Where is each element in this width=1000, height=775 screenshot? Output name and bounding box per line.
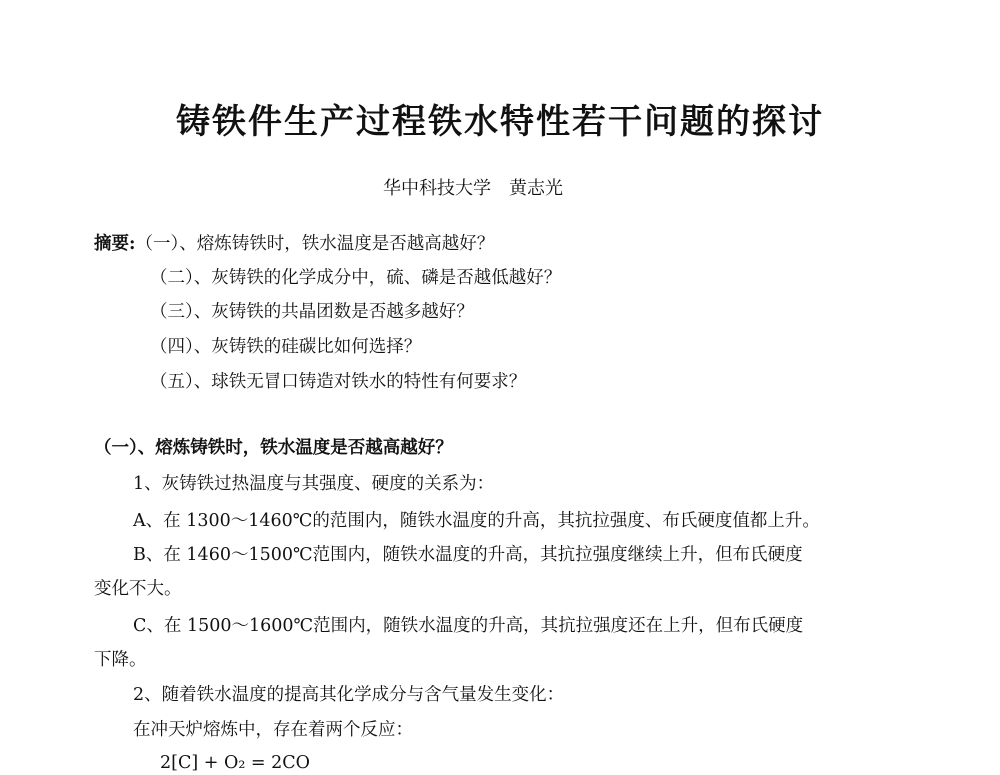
abstract-item: （四）、灰铸铁的硅碳比如何选择？ [150, 337, 422, 357]
abstract-item: （三）、灰铸铁的共晶团数是否越多越好？ [150, 302, 474, 322]
author-affiliation: 华中科技大学 黄志光 [383, 178, 563, 199]
paragraph-line: C、在 1500～1600℃范围内，随铁水温度的升高，其抗拉强度还在上升，但布氏硬度 [133, 616, 804, 636]
abstract-item: （一）、熔炼铸铁时，铁水温度是否越高越好？ [135, 234, 495, 254]
paragraph-line: A、在 1300～1460℃的范围内，随铁水温度的升高，其抗拉强度、布氏硬度值都上升。 [133, 511, 820, 531]
paragraph-line: 1、灰铸铁过热温度与其强度、硬度的关系为： [133, 474, 495, 494]
abstract-item: （二）、灰铸铁的化学成分中，硫、磷是否越低越好？ [150, 268, 562, 288]
paragraph-line: 下降。 [94, 650, 147, 670]
paper-title: 铸铁件生产过程铁水特性若干问题的探讨 [176, 102, 824, 142]
paragraph-line: 在冲天炉熔炼中，存在着两个反应： [133, 720, 413, 740]
section-heading: （一）、熔炼铸铁时，铁水温度是否越高越好？ [94, 438, 453, 458]
paragraph-line: B、在 1460～1500℃范围内，随铁水温度的升高，其抗拉强度继续上升，但布氏硬度 [133, 545, 803, 565]
abstract-first-line [94, 232, 494, 256]
equation-line: 2[C] + O₂ = 2CO [160, 753, 310, 773]
paragraph-line: 2、随着铁水温度的提高其化学成分与含气量发生变化： [133, 685, 565, 705]
abstract-item: （五）、球铁无冒口铸造对铁水的特性有何要求？ [150, 372, 527, 392]
abstract-label: 摘要: [94, 234, 136, 254]
paragraph-line: 变化不大。 [94, 579, 182, 599]
